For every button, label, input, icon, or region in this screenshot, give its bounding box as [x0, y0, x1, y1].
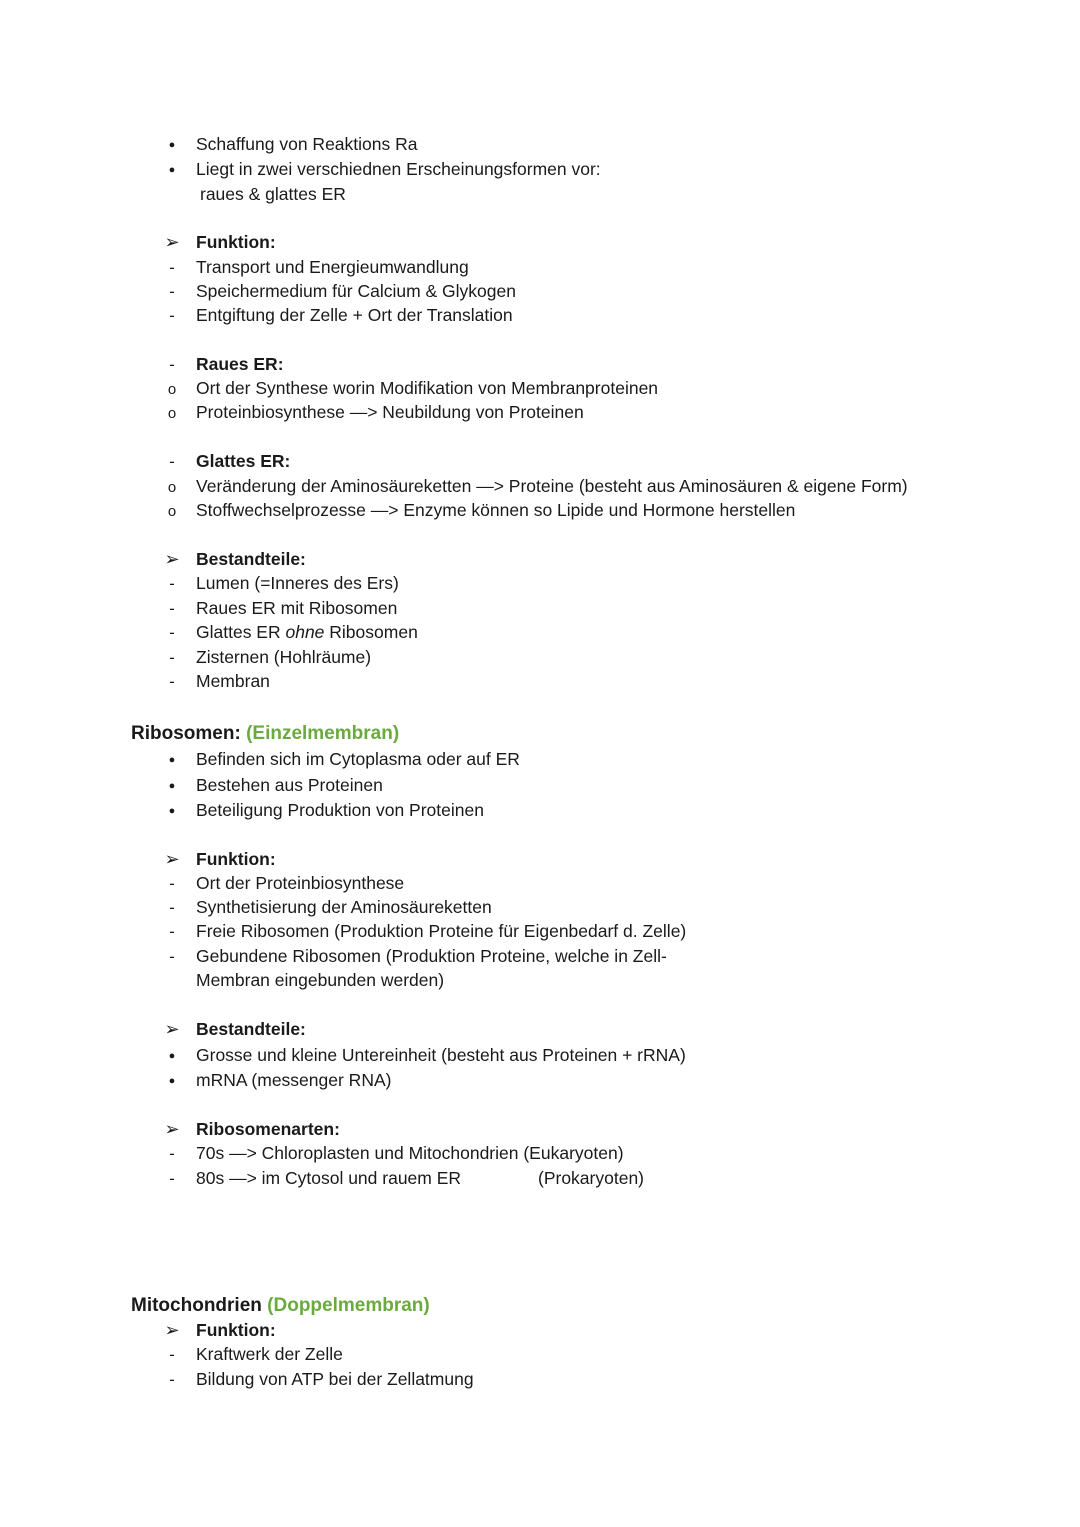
- dash-bullet-icon: [162, 1367, 182, 1392]
- list-item-text: Kraftwerk der Zelle: [196, 1344, 343, 1364]
- subheading-label: Raues ER:: [196, 354, 284, 374]
- dash-bullet-icon: [162, 645, 182, 670]
- subheading-label: Funktion:: [196, 1320, 276, 1340]
- heading-tag: (Einzelmembran): [246, 723, 400, 744]
- circle-bullet-icon: [162, 400, 182, 426]
- arrow-bullet-icon: [162, 1318, 182, 1342]
- section-heading-mitochondrien: [131, 1293, 430, 1319]
- dash-bullet-icon: [162, 1342, 182, 1367]
- heading-title: Mitochondrien: [131, 1295, 262, 1316]
- bullet-icon: [162, 157, 182, 184]
- bullet-icon: [162, 1043, 182, 1070]
- arrow-bullet-icon: [162, 230, 182, 254]
- heading-title: Ribosomen:: [131, 723, 241, 744]
- list-item-text: Grosse und kleine Untereinheit (besteht aus Proteinen + rRNA): [196, 1045, 686, 1065]
- dash-bullet-icon: [162, 1141, 182, 1166]
- list-item-text: Ort der Proteinbiosynthese: [196, 873, 405, 893]
- bullet-icon: [162, 773, 182, 800]
- subheading-label: Bestandteile:: [196, 1019, 306, 1039]
- dash-bullet-icon: [162, 620, 182, 645]
- list-item-text: Veränderung der Aminosäureketten —> Proteine (besteht aus Aminosäuren & eigene Form): [196, 476, 908, 496]
- dash-bullet-icon: [162, 871, 182, 896]
- list-item-text: 80s —> im Cytosol und rauem ER: [196, 1168, 462, 1188]
- list-item-text: Entgiftung der Zelle + Ort der Translation: [196, 305, 513, 325]
- bullet-icon: [162, 132, 182, 159]
- dash-bullet-icon: [162, 596, 182, 621]
- heading-tag: (Doppelmembran): [267, 1295, 430, 1316]
- dash-bullet-icon: [162, 919, 182, 944]
- list-item-text: Schaffung von Reaktions Ra: [196, 134, 418, 154]
- text-run: Glattes ER: [196, 622, 286, 642]
- list-item-text: Stoffwechselprozesse —> Enzyme können so Lipide und Hormone herstellen: [196, 500, 796, 520]
- list-item-text: Lumen (=Inneres des Ers): [196, 573, 399, 593]
- list-item-text: Gebundene Ribosomen (Produktion Proteine, welche in Zell-: [196, 946, 667, 966]
- dash-bullet-icon: [162, 352, 182, 377]
- dash-bullet-icon: [162, 895, 182, 920]
- arrow-bullet-icon: [162, 847, 182, 871]
- list-item-text: Zisternen (Hohlräume): [196, 647, 372, 667]
- circle-bullet-icon: [162, 474, 182, 500]
- list-item-text: Bestehen aus Proteinen: [196, 775, 383, 795]
- list-item-text: mRNA (messenger RNA): [196, 1070, 392, 1090]
- text-run: Ribosomen: [324, 622, 418, 642]
- emphasis-text: ohne: [285, 622, 325, 642]
- dash-bullet-icon: [162, 449, 182, 474]
- dash-bullet-icon: [162, 1166, 182, 1191]
- subheading-label: Funktion:: [196, 849, 276, 869]
- section-heading-ribosomen: [131, 721, 399, 747]
- circle-bullet-icon: [162, 376, 182, 402]
- dash-bullet-icon: [162, 303, 182, 328]
- dash-bullet-icon: [162, 279, 182, 304]
- list-item-text: 70s —> Chloroplasten und Mitochondrien (Eukaryoten): [196, 1143, 624, 1163]
- arrow-bullet-icon: [162, 1117, 182, 1141]
- subheading-label: Funktion:: [196, 232, 276, 252]
- dash-bullet-icon: [162, 669, 182, 694]
- list-item-text: raues & glattes ER: [200, 184, 346, 204]
- bullet-icon: [162, 1068, 182, 1095]
- list-item-text: Synthetisierung der Aminosäureketten: [196, 897, 492, 917]
- list-item-note: (Prokaryoten): [538, 1168, 645, 1188]
- list-item-text: Membran eingebunden werden): [196, 970, 445, 990]
- list-item-text: Membran: [196, 671, 270, 691]
- subheading-label: Glattes ER:: [196, 451, 291, 471]
- bullet-icon: [162, 798, 182, 825]
- circle-bullet-icon: [162, 498, 182, 524]
- arrow-bullet-icon: [162, 547, 182, 571]
- list-item-text: Liegt in zwei verschiednen Erscheinungsformen vor:: [196, 159, 601, 179]
- list-item-text: Raues ER mit Ribosomen: [196, 598, 398, 618]
- list-item-text: Beteiligung Produktion von Proteinen: [196, 800, 484, 820]
- arrow-bullet-icon: [162, 1017, 182, 1041]
- list-item-text: [196, 620, 418, 644]
- subheading-label: Bestandteile:: [196, 549, 306, 569]
- dash-bullet-icon: [162, 255, 182, 280]
- list-item-text: Befinden sich im Cytoplasma oder auf ER: [196, 749, 520, 769]
- list-item-text: Freie Ribosomen (Produktion Proteine für Eigenbedarf d. Zelle): [196, 921, 687, 941]
- dash-bullet-icon: [162, 571, 182, 596]
- list-item-text: Proteinbiosynthese —> Neubildung von Proteinen: [196, 402, 584, 422]
- list-item-text: Ort der Synthese worin Modifikation von Membranproteinen: [196, 378, 659, 398]
- list-item-text: Speichermedium für Calcium & Glykogen: [196, 281, 516, 301]
- bullet-icon: [162, 747, 182, 774]
- list-item-text: Transport und Energieumwandlung: [196, 257, 469, 277]
- dash-bullet-icon: [162, 944, 182, 969]
- subheading-label: Ribosomenarten:: [196, 1119, 340, 1139]
- list-item-text: Bildung von ATP bei der Zellatmung: [196, 1369, 474, 1389]
